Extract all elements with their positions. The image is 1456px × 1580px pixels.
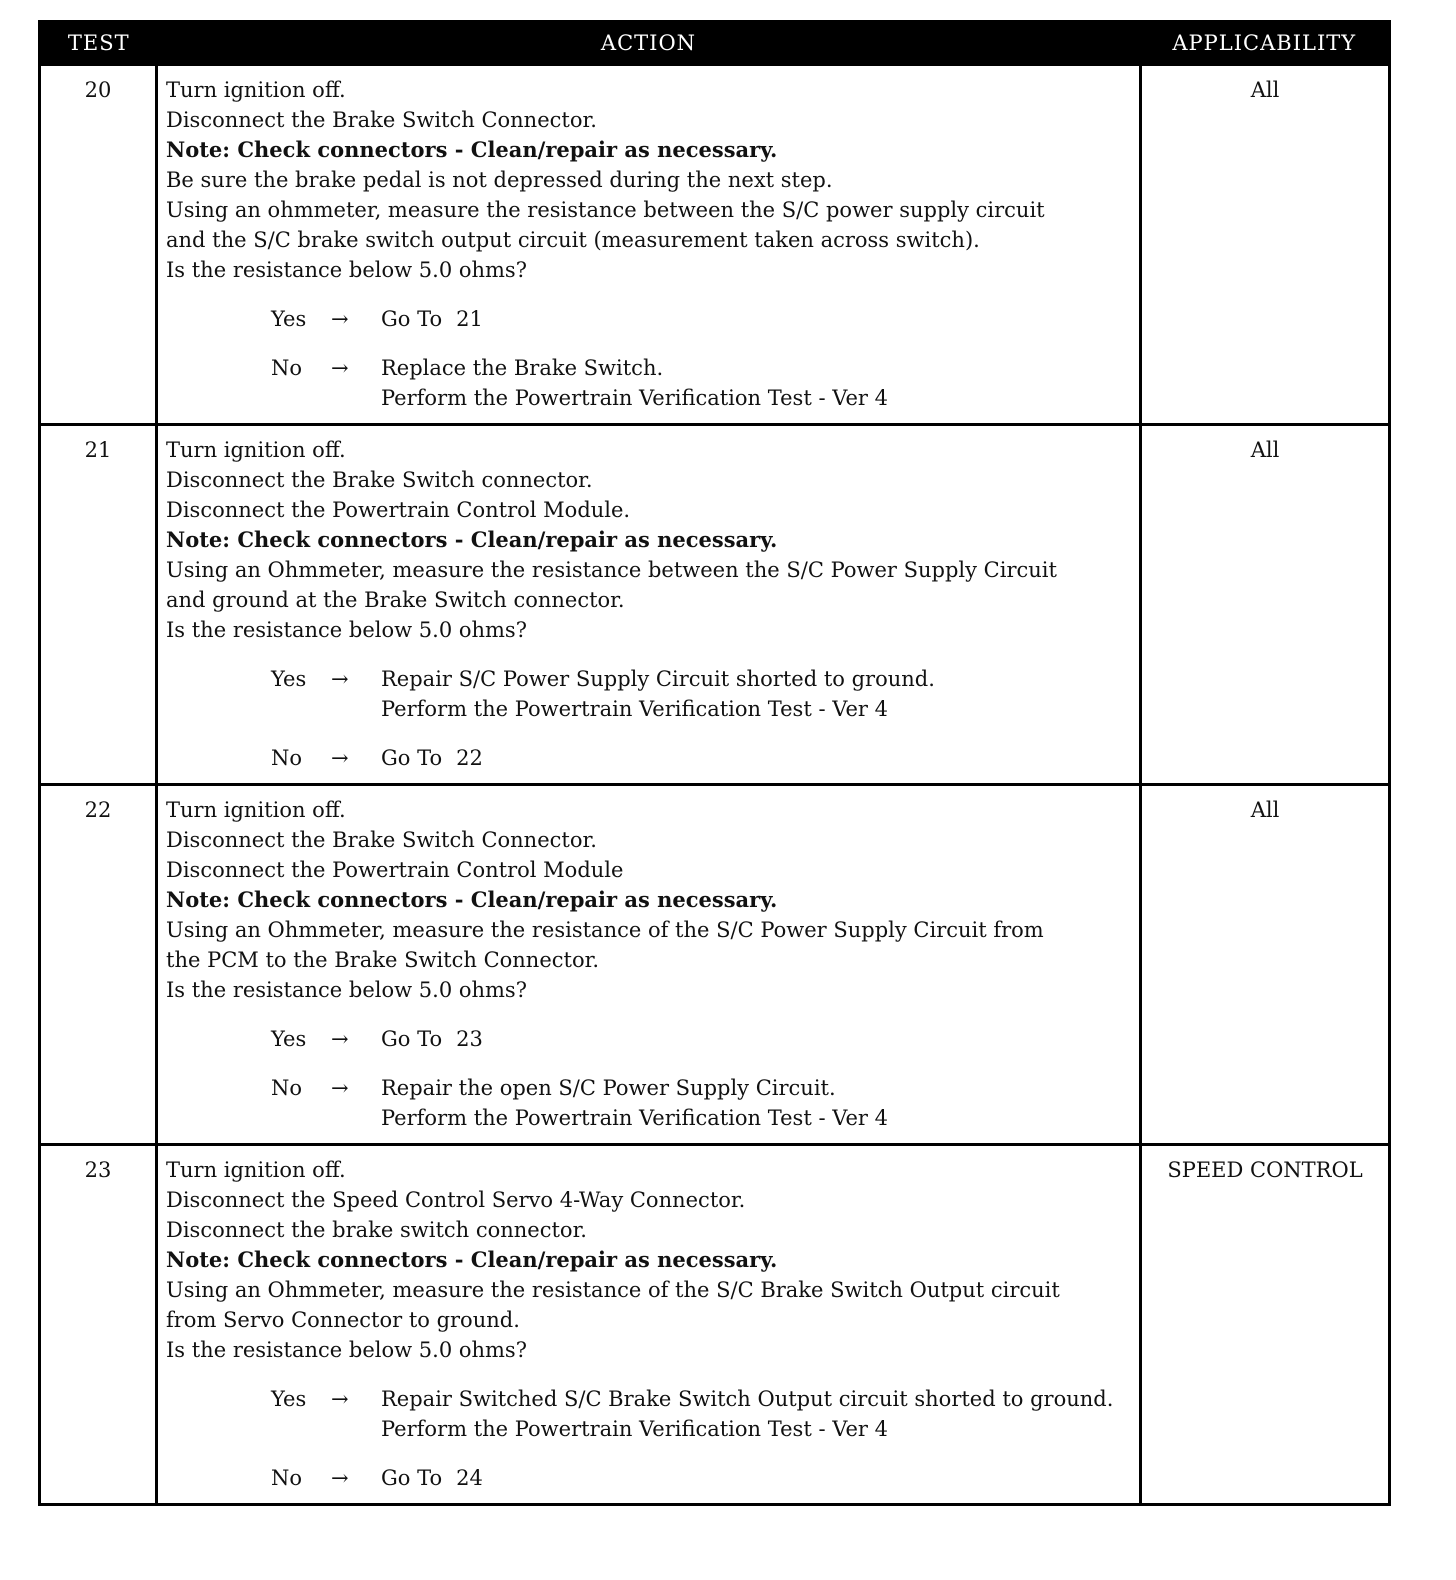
goto-test-number: 21 xyxy=(456,307,483,331)
goto-text: Go To xyxy=(381,1466,443,1490)
test-number: 23 xyxy=(40,1145,157,1505)
instruction-line: from Servo Connector to ground. xyxy=(166,1308,520,1332)
test-number: 21 xyxy=(40,425,157,785)
no-label: No xyxy=(271,746,303,770)
result-line: Perform the Powertrain Verification Test - Ver 4 xyxy=(381,697,888,721)
header-action: ACTION xyxy=(157,22,1141,65)
goto-test-number: 23 xyxy=(456,1027,483,1051)
yes-result xyxy=(381,304,1133,334)
test-action xyxy=(157,785,1141,1145)
applicability-value: All xyxy=(1141,785,1390,1145)
result-line: Repair Switched S/C Brake Switch Output circuit shorted to ground. xyxy=(381,1387,1114,1411)
no-label: No xyxy=(271,1466,303,1490)
table-row xyxy=(40,785,1390,1145)
header-applicability: APPLICABILITY xyxy=(1141,22,1390,65)
instruction-line: Using an ohmmeter, measure the resistance between the S/C power supply circuit xyxy=(166,198,1045,222)
diagnostic-test-table xyxy=(38,20,1391,1506)
test-number: 22 xyxy=(40,785,157,1145)
table-header-row xyxy=(40,22,1390,65)
no-result xyxy=(381,1073,1133,1133)
instruction-line: Turn ignition off. xyxy=(166,798,346,822)
no-outcome xyxy=(166,1463,1133,1493)
note-line: Note: Check connectors - Clean/repair as necessary. xyxy=(166,887,778,912)
yes-label: Yes xyxy=(271,1387,307,1411)
table-row xyxy=(40,1145,1390,1505)
instruction-line: the PCM to the Brake Switch Connector. xyxy=(166,948,600,972)
instruction-line: Is the resistance below 5.0 ohms? xyxy=(166,1338,527,1362)
result-line: Perform the Powertrain Verification Test - Ver 4 xyxy=(381,386,888,410)
yes-label: Yes xyxy=(271,667,307,691)
instruction-line: Using an Ohmmeter, measure the resistance of the S/C Power Supply Circuit from xyxy=(166,918,1044,942)
no-outcome xyxy=(166,353,1133,413)
right-arrow-icon: → xyxy=(331,1466,349,1490)
applicability-value: SPEED CONTROL xyxy=(1141,1145,1390,1505)
result-line: Perform the Powertrain Verification Test - Ver 4 xyxy=(381,1106,888,1130)
yes-result xyxy=(381,1024,1133,1054)
no-outcome xyxy=(166,1073,1133,1133)
yes-outcome xyxy=(166,1384,1133,1444)
yes-label: Yes xyxy=(271,1027,307,1051)
goto-test-number: 22 xyxy=(456,746,483,770)
no-outcome xyxy=(166,743,1133,773)
applicability-value: All xyxy=(1141,425,1390,785)
instruction-line: Is the resistance below 5.0 ohms? xyxy=(166,258,527,282)
goto-test-number: 24 xyxy=(456,1466,483,1490)
no-label: No xyxy=(271,1076,303,1100)
header-test: TEST xyxy=(40,22,157,65)
result-line: Perform the Powertrain Verification Test - Ver 4 xyxy=(381,1417,888,1441)
yes-result xyxy=(381,664,1133,724)
right-arrow-icon: → xyxy=(331,356,349,380)
yes-outcome xyxy=(166,664,1133,724)
instruction-line: Disconnect the Brake Switch Connector. xyxy=(166,108,597,132)
instruction-line: Using an Ohmmeter, measure the resistance between the S/C Power Supply Circuit xyxy=(166,558,1057,582)
note-line: Note: Check connectors - Clean/repair as necessary. xyxy=(166,1247,778,1272)
goto-text: Go To xyxy=(381,307,443,331)
right-arrow-icon: → xyxy=(331,1027,349,1051)
note-line: Note: Check connectors - Clean/repair as necessary. xyxy=(166,527,778,552)
table-row xyxy=(40,425,1390,785)
note-line: Note: Check connectors - Clean/repair as necessary. xyxy=(166,137,778,162)
no-result xyxy=(381,743,1133,773)
yes-result xyxy=(381,1384,1133,1444)
instruction-line: Disconnect the brake switch connector. xyxy=(166,1218,587,1242)
result-line: Repair the open S/C Power Supply Circuit. xyxy=(381,1076,836,1100)
right-arrow-icon: → xyxy=(331,1387,349,1411)
test-action xyxy=(157,65,1141,425)
instruction-line: Be sure the brake pedal is not depressed during the next step. xyxy=(166,168,833,192)
test-action xyxy=(157,425,1141,785)
goto-text: Go To xyxy=(381,746,443,770)
applicability-value: All xyxy=(1141,65,1390,425)
instruction-line: Is the resistance below 5.0 ohms? xyxy=(166,618,527,642)
no-result xyxy=(381,353,1133,413)
instruction-line: Disconnect the Speed Control Servo 4-Way Connector. xyxy=(166,1188,746,1212)
test-number: 20 xyxy=(40,65,157,425)
test-action xyxy=(157,1145,1141,1505)
result-line: Replace the Brake Switch. xyxy=(381,356,664,380)
instruction-line: and ground at the Brake Switch connector. xyxy=(166,588,625,612)
instruction-line: Disconnect the Brake Switch Connector. xyxy=(166,828,597,852)
yes-outcome xyxy=(166,304,1133,334)
instruction-line: Disconnect the Brake Switch connector. xyxy=(166,468,593,492)
yes-label: Yes xyxy=(271,307,307,331)
instruction-line: Using an Ohmmeter, measure the resistance of the S/C Brake Switch Output circuit xyxy=(166,1278,1060,1302)
no-result xyxy=(381,1463,1133,1493)
instruction-line: Disconnect the Powertrain Control Module. xyxy=(166,498,631,522)
instruction-line: and the S/C brake switch output circuit (measurement taken across switch). xyxy=(166,228,980,252)
instruction-line: Turn ignition off. xyxy=(166,438,346,462)
instruction-line: Turn ignition off. xyxy=(166,1158,346,1182)
no-label: No xyxy=(271,356,303,380)
right-arrow-icon: → xyxy=(331,667,349,691)
instruction-line: Is the resistance below 5.0 ohms? xyxy=(166,978,527,1002)
yes-outcome xyxy=(166,1024,1133,1054)
table-body xyxy=(40,65,1390,1505)
table-row xyxy=(40,65,1390,425)
instruction-line: Disconnect the Powertrain Control Module xyxy=(166,858,624,882)
right-arrow-icon: → xyxy=(331,746,349,770)
result-line: Repair S/C Power Supply Circuit shorted to ground. xyxy=(381,667,935,691)
instruction-line: Turn ignition off. xyxy=(166,78,346,102)
right-arrow-icon: → xyxy=(331,307,349,331)
right-arrow-icon: → xyxy=(331,1076,349,1100)
goto-text: Go To xyxy=(381,1027,443,1051)
